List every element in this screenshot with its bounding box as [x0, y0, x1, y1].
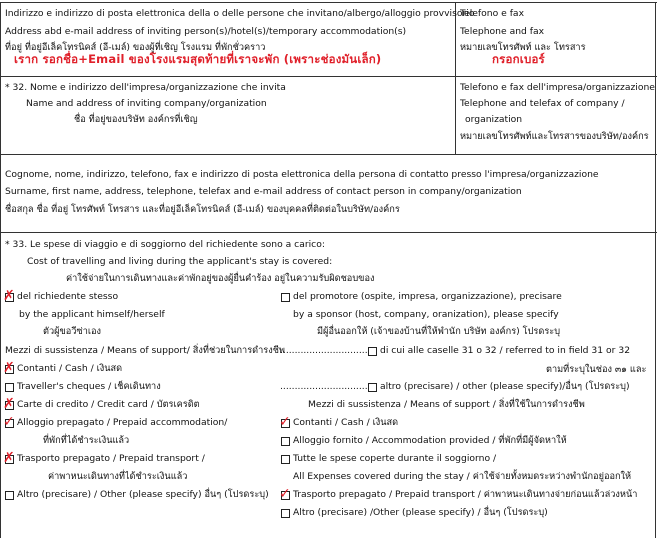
sec31-phone-handwritten-note[interactable]: กรอกเบอร์ — [492, 52, 545, 66]
applicant-italian: del richiedente stesso — [17, 291, 119, 302]
transport-right-label: Trasporto prepagato / Prepaid transport / ค่าพาหนะเดินทางจ่ายก่อนแล้วล่วงหน้า — [293, 489, 638, 500]
sec32-phone-italian: Telefono e fax dell'impresa/organizzazione — [460, 82, 655, 93]
credit-card-check-mark: ✗ — [3, 396, 15, 412]
sec31-phone-english: Telephone and fax — [460, 26, 545, 37]
rule-left — [0, 2, 1, 538]
prepaid-accommodation-check-mark: ✓ — [3, 414, 15, 430]
transport-check-mark: ✗ — [3, 450, 15, 466]
sponsor-checkbox[interactable] — [281, 293, 290, 302]
sponsor-thai: มีผู้อื่นออกให้ (เจ้าของบ้านที่ให้พำนัก บริษัท องค์กร) โปรดระบุ — [317, 326, 561, 337]
altro-right-checkbox[interactable] — [368, 383, 377, 392]
altro-dots: .............................. — [280, 381, 368, 392]
cash-left-label: Contanti / Cash / เงินสด — [17, 363, 123, 374]
means-support-left: Mezzi di sussistenza / Means of support/ สิ่งที่ช่วยในการดำรงชีพ — [5, 345, 285, 356]
prepaid-accommodation-label: Alloggio prepagato / Prepaid accommodation/ — [17, 417, 228, 428]
transport-right-check-mark: ✓ — [279, 486, 291, 502]
transport-label: Trasporto prepagato / Prepaid transport / — [17, 453, 205, 464]
cash-left-check-mark: ✗ — [3, 360, 15, 376]
sec33-english: Cost of travelling and living during the applicant's stay is covered: — [27, 256, 333, 267]
cash-right-check-mark: ✓ — [279, 414, 291, 430]
sec31-handwritten-note[interactable]: เราก รอกชื่อ+Email ของโรงแรมสุดท้ายที่เราจะพัก (เพราะช่องมันเล็ก) — [14, 52, 382, 66]
applicant-english: by the applicant himself/herself — [19, 309, 165, 320]
sec31-thai: ที่อยู่ ที่อยู่อีเล็คโทรนิคส์ (อี-เมล์) ของผู้ที่เชิญ โรงแรม ที่พักชั่วคราว — [5, 42, 266, 53]
contact-thai: ชื่อสกุล ชื่อ ที่อยู่ โทรศัพท์ โทรสาร และที่อยู่อีเล็คโทรนิคส์ (อี-เมล์) ของบุคคลที่ติดต่อในบริษัท/องค์กร — [5, 204, 400, 215]
sec31-phone-italian: Telefono e fax — [460, 8, 525, 19]
sec31-italian: Indirizzo e indirizzo di posta elettronica della o delle persone che invitano/albergo/alloggio provvisorio — [5, 8, 475, 19]
dotted-fill-line: .............................. — [280, 345, 368, 356]
rule-right — [655, 2, 656, 538]
cheques-checkbox[interactable] — [5, 383, 14, 392]
sec33-italian: * 33. Le spese di viaggio e di soggiorno del richiedente sono a carico: — [5, 239, 325, 250]
transport-thai: ค่าพาหนะเดินทางที่ได้ชำระเงินแล้ว — [48, 471, 188, 482]
sec31-phone-thai: หมายเลขโทรศัพท์ และ โทรสาร — [460, 42, 586, 53]
rule-after-32 — [0, 154, 657, 155]
rule-top — [0, 2, 657, 3]
sec32-phone-english: Telephone and telefax of company / — [460, 98, 625, 109]
field-ref-checkbox[interactable] — [368, 347, 377, 356]
prepaid-accommodation-thai: ที่พักที่ได้ชำระเงินแล้ว — [43, 435, 130, 446]
sec32-english: Name and address of inviting company/organization — [26, 98, 267, 109]
altro-right2-label: Altro (precisare) /Other (please specify) / อื่นๆ (โปรดระบุ) — [293, 507, 548, 518]
contact-english: Surname, first name, address, telephone, telefax and e-mail address of contact person in company/organization — [5, 186, 522, 197]
rule-col-split-32 — [455, 76, 456, 154]
rule-after-contact — [0, 232, 657, 233]
cheques-label: Traveller's cheques / เช็คเดินทาง — [17, 381, 161, 392]
sec32-phone-english-2: organization — [465, 114, 523, 125]
all-expenses-checkbox[interactable] — [281, 455, 290, 464]
all-expenses-italian: Tutte le spese coperte durante il soggiorno / — [293, 453, 497, 464]
cash-right-label: Contanti / Cash / เงินสด — [293, 417, 399, 428]
all-expenses-english: All Expenses covered during the stay / ค่าใช้จ่ายทั้งหมดระหว่างพำนักอยู่ออกให้ — [293, 471, 632, 482]
sec33-thai: ค่าใช้จ่ายในการเดินทางและค่าพักอยู่ของผู้ยื่นคำร้อง อยู่ในความรับผิดชอบของ — [66, 273, 375, 284]
altro-left-label: Altro (precisare) / Other (please specify) อื่นๆ (โปรดระบุ) — [17, 489, 269, 500]
altro-left-checkbox[interactable] — [5, 491, 14, 500]
sponsor-italian: del promotore (ospite, impresa, organizzazione), precisare — [293, 291, 562, 302]
altro-right-label: altro (precisare) / other (please specify)/อื่นๆ (โปรดระบุ) — [380, 381, 630, 392]
contact-italian: Cognome, nome, indirizzo, telefono, fax e indirizzo di posta elettronica della persona di contatto presso l'impresa/organizzazione — [5, 169, 599, 180]
sponsor-english: by a sponsor (host, company, oranization), please specify — [293, 309, 559, 320]
sec32-phone-thai: หมายเลขโทรศัพท์และโทรสารของบริษัท/องค์กร — [460, 131, 649, 142]
sec32-italian: * 32. Nome e indirizzo dell'impresa/organizzazione che invita — [5, 82, 286, 93]
rule-after-31 — [0, 76, 657, 77]
accommodation-provided-checkbox[interactable] — [281, 437, 290, 446]
applicant-check-mark: ✗ — [3, 288, 15, 304]
sec31-english: Address abd e-mail address of inviting person(s)/hotel(s)/temporary accommodation(s) — [5, 26, 407, 37]
field-ref-thai: ตามที่ระบุในช่อง ๓๑ และ — [546, 364, 647, 375]
credit-card-label: Carte di credito / Credit card / บัตรเครดิต — [17, 399, 200, 410]
sec32-thai: ชื่อ ที่อยู่ของบริษัท องค์กรที่เชิญ — [74, 114, 198, 125]
applicant-thai: ตัวผู้ขอวีซ่าเอง — [43, 326, 102, 337]
field-ref-text: di cui alle caselle 31 o 32 / referred to in field 31 or 32 — [380, 345, 631, 356]
altro-right2-checkbox[interactable] — [281, 509, 290, 518]
means-support-right: Mezzi di sussistenza / Means of support / สิ่งที่ใช้ในการดำรงชีพ — [308, 399, 585, 410]
accommodation-provided-label: Alloggio fornito / Accommodation provided / ที่พักที่มีผู้จัดหาให้ — [293, 435, 567, 446]
